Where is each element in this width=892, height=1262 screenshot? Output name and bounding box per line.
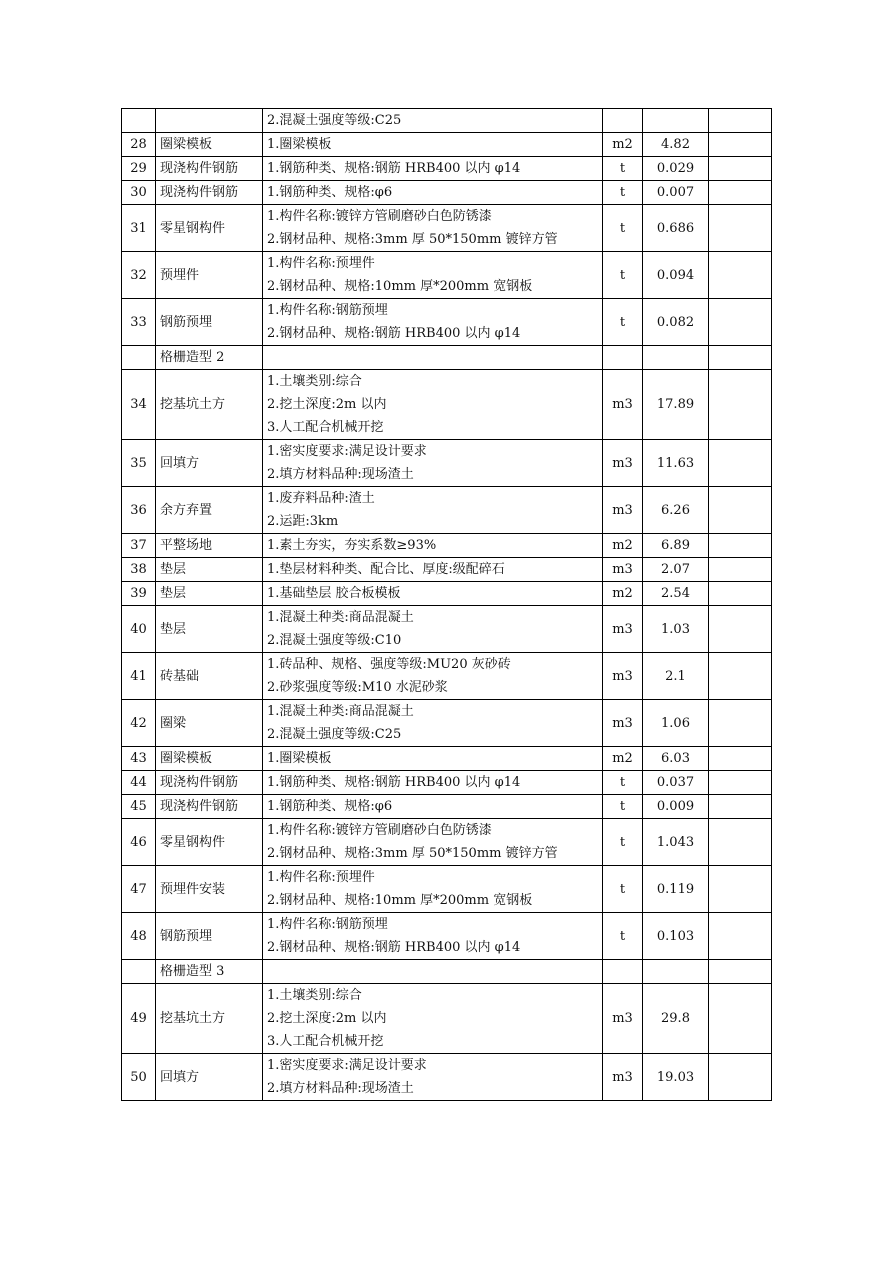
description-line: 1.构件名称:钢筋预埋 <box>267 917 388 932</box>
description-line: 2.钢材品种、规格:10mm 厚*200mm 宽钢板 <box>267 893 533 908</box>
item-number-cell: 50 <box>122 1054 156 1101</box>
item-description-cell <box>263 606 603 653</box>
unit-cell: m3 <box>603 606 643 653</box>
remark-cell <box>709 109 772 133</box>
table-row <box>122 534 772 558</box>
unit-cell: m2 <box>603 582 643 606</box>
item-description-cell <box>263 1054 603 1101</box>
item-name-cell: 平整场地 <box>156 534 263 558</box>
remark-cell <box>709 960 772 984</box>
remark-cell <box>709 487 772 534</box>
table-row <box>122 299 772 346</box>
remark-cell <box>709 133 772 157</box>
table-row <box>122 157 772 181</box>
item-name-cell: 现浇构件钢筋 <box>156 771 263 795</box>
quantity-cell: 2.54 <box>643 582 709 606</box>
table-row <box>122 582 772 606</box>
remark-cell <box>709 1054 772 1101</box>
unit-cell <box>603 960 643 984</box>
remark-cell <box>709 558 772 582</box>
unit-cell: m3 <box>603 370 643 440</box>
item-number-cell: 31 <box>122 205 156 252</box>
item-name-cell: 现浇构件钢筋 <box>156 795 263 819</box>
item-number-cell: 37 <box>122 534 156 558</box>
remark-cell <box>709 653 772 700</box>
item-number-cell: 30 <box>122 181 156 205</box>
unit-cell: m2 <box>603 534 643 558</box>
unit-cell <box>603 346 643 370</box>
item-name-cell: 垫层 <box>156 606 263 653</box>
unit-cell: t <box>603 252 643 299</box>
table-row <box>122 487 772 534</box>
item-number-cell: 40 <box>122 606 156 653</box>
item-number-cell: 47 <box>122 866 156 913</box>
quantity-cell: 4.82 <box>643 133 709 157</box>
item-description-cell <box>263 133 603 157</box>
item-description-cell <box>263 157 603 181</box>
quantity-cell <box>643 109 709 133</box>
description-line: 1.土壤类别:综合 <box>267 374 362 389</box>
item-number-cell: 42 <box>122 700 156 747</box>
quantity-cell: 6.03 <box>643 747 709 771</box>
item-name-cell: 零星钢构件 <box>156 205 263 252</box>
description-line: 2.钢材品种、规格:钢筋 HRB400 以内 φ14 <box>267 940 521 955</box>
item-name-cell: 钢筋预埋 <box>156 299 263 346</box>
item-number-cell <box>122 346 156 370</box>
unit-cell: t <box>603 819 643 866</box>
quantity-cell: 0.007 <box>643 181 709 205</box>
unit-cell: m3 <box>603 558 643 582</box>
unit-cell <box>603 109 643 133</box>
table-row <box>122 700 772 747</box>
table-body <box>122 109 772 1101</box>
item-name-cell: 挖基坑土方 <box>156 370 263 440</box>
item-description-cell <box>263 960 603 984</box>
table-row <box>122 866 772 913</box>
remark-cell <box>709 866 772 913</box>
remark-cell <box>709 771 772 795</box>
item-number-cell: 48 <box>122 913 156 960</box>
unit-cell: t <box>603 913 643 960</box>
item-name-cell: 圈梁模板 <box>156 133 263 157</box>
description-line: 2.运距:3km <box>267 514 339 529</box>
quantity-cell: 2.1 <box>643 653 709 700</box>
unit-cell: m3 <box>603 1054 643 1101</box>
item-name-cell: 砖基础 <box>156 653 263 700</box>
item-description-cell <box>263 913 603 960</box>
item-name-cell <box>156 109 263 133</box>
description-line: 2.混凝土强度等级:C25 <box>267 727 402 742</box>
unit-cell: m2 <box>603 133 643 157</box>
item-number-cell: 49 <box>122 984 156 1054</box>
description-line: 1.素土夯实，夯实系数≥93% <box>267 538 437 553</box>
description-line: 1.钢筋种类、规格:φ6 <box>267 185 393 200</box>
item-number-cell: 29 <box>122 157 156 181</box>
unit-cell: t <box>603 299 643 346</box>
item-name-cell: 零星钢构件 <box>156 819 263 866</box>
description-line: 2.钢材品种、规格:3mm 厚 50*150mm 镀锌方管 <box>267 846 558 861</box>
description-line: 1.混凝土种类:商品混凝土 <box>267 704 414 719</box>
item-description-cell <box>263 700 603 747</box>
description-line: 3.人工配合机械开挖 <box>267 1034 384 1049</box>
description-line: 2.砂浆强度等级:M10 水泥砂浆 <box>267 680 448 695</box>
quantity-cell: 0.029 <box>643 157 709 181</box>
item-number-cell: 28 <box>122 133 156 157</box>
item-description-cell <box>263 653 603 700</box>
description-line: 2.钢材品种、规格:10mm 厚*200mm 宽钢板 <box>267 279 533 294</box>
item-number-cell: 34 <box>122 370 156 440</box>
item-description-cell <box>263 487 603 534</box>
item-description-cell <box>263 370 603 440</box>
item-name-cell: 格栅造型 3 <box>156 960 263 984</box>
table-row <box>122 1054 772 1101</box>
quantity-cell: 0.686 <box>643 205 709 252</box>
quantity-cell: 0.082 <box>643 299 709 346</box>
item-name-cell: 格栅造型 2 <box>156 346 263 370</box>
item-name-cell: 圈梁模板 <box>156 747 263 771</box>
item-name-cell: 垫层 <box>156 558 263 582</box>
table-row <box>122 346 772 370</box>
description-line: 1.废弃料品种:渣土 <box>267 491 375 506</box>
item-number-cell <box>122 109 156 133</box>
remark-cell <box>709 440 772 487</box>
table-row <box>122 109 772 133</box>
description-line: 1.钢筋种类、规格:钢筋 HRB400 以内 φ14 <box>267 161 521 176</box>
quantity-cell: 17.89 <box>643 370 709 440</box>
table-row <box>122 205 772 252</box>
item-name-cell: 垫层 <box>156 582 263 606</box>
description-line: 2.填方材料品种:现场渣土 <box>267 467 414 482</box>
description-line: 1.密实度要求:满足设计要求 <box>267 444 427 459</box>
item-number-cell: 45 <box>122 795 156 819</box>
table-row <box>122 133 772 157</box>
item-description-cell <box>263 558 603 582</box>
item-description-cell <box>263 866 603 913</box>
table-row <box>122 771 772 795</box>
table-row <box>122 653 772 700</box>
item-description-cell <box>263 346 603 370</box>
item-description-cell <box>263 819 603 866</box>
description-line: 1.构件名称:镀锌方管刷磨砂白色防锈漆 <box>267 209 492 224</box>
unit-cell: t <box>603 205 643 252</box>
unit-cell: m2 <box>603 747 643 771</box>
remark-cell <box>709 299 772 346</box>
description-line: 1.砖品种、规格、强度等级:MU20 灰砂砖 <box>267 657 511 672</box>
description-line: 1.钢筋种类、规格:钢筋 HRB400 以内 φ14 <box>267 775 521 790</box>
quantity-cell <box>643 960 709 984</box>
description-line: 2.填方材料品种:现场渣土 <box>267 1081 414 1096</box>
item-name-cell: 预埋件 <box>156 252 263 299</box>
remark-cell <box>709 346 772 370</box>
item-number-cell: 32 <box>122 252 156 299</box>
description-line: 2.钢材品种、规格:3mm 厚 50*150mm 镀锌方管 <box>267 232 558 247</box>
table-row <box>122 558 772 582</box>
item-description-cell <box>263 771 603 795</box>
description-line: 2.混凝土强度等级:C25 <box>267 113 402 128</box>
table-row <box>122 819 772 866</box>
quantity-cell: 29.8 <box>643 984 709 1054</box>
item-number-cell: 38 <box>122 558 156 582</box>
quantity-cell <box>643 346 709 370</box>
quantity-cell: 11.63 <box>643 440 709 487</box>
item-name-cell: 回填方 <box>156 1054 263 1101</box>
remark-cell <box>709 582 772 606</box>
item-name-cell: 钢筋预埋 <box>156 913 263 960</box>
remark-cell <box>709 534 772 558</box>
item-name-cell: 现浇构件钢筋 <box>156 181 263 205</box>
bill-of-quantities-table <box>121 108 772 1101</box>
remark-cell <box>709 819 772 866</box>
description-line <box>267 960 598 983</box>
description-line: 3.人工配合机械开挖 <box>267 420 384 435</box>
description-line: 1.构件名称:镀锌方管刷磨砂白色防锈漆 <box>267 823 492 838</box>
table-row <box>122 606 772 653</box>
table-row <box>122 440 772 487</box>
description-line: 1.钢筋种类、规格:φ6 <box>267 799 393 814</box>
item-description-cell <box>263 440 603 487</box>
unit-cell: t <box>603 795 643 819</box>
description-line: 1.垫层材料种类、配合比、厚度:级配碎石 <box>267 562 505 577</box>
unit-cell: m3 <box>603 653 643 700</box>
quantity-cell: 0.103 <box>643 913 709 960</box>
quantity-cell: 0.119 <box>643 866 709 913</box>
quantity-cell: 0.094 <box>643 252 709 299</box>
item-name-cell: 余方弃置 <box>156 487 263 534</box>
table-row <box>122 181 772 205</box>
quantity-cell: 2.07 <box>643 558 709 582</box>
unit-cell: m3 <box>603 440 643 487</box>
remark-cell <box>709 795 772 819</box>
description-line: 2.混凝土强度等级:C10 <box>267 633 402 648</box>
quantity-cell: 6.89 <box>643 534 709 558</box>
description-line: 1.构件名称:钢筋预埋 <box>267 303 388 318</box>
description-line <box>267 346 598 369</box>
description-line: 1.圈梁模板 <box>267 137 332 152</box>
description-line: 2.挖土深度:2m 以内 <box>267 397 387 412</box>
description-line: 1.基础垫层 胶合板模板 <box>267 586 401 601</box>
quantity-cell: 1.03 <box>643 606 709 653</box>
item-number-cell: 44 <box>122 771 156 795</box>
table-row <box>122 984 772 1054</box>
item-description-cell <box>263 795 603 819</box>
unit-cell: m3 <box>603 487 643 534</box>
item-description-cell <box>263 252 603 299</box>
remark-cell <box>709 747 772 771</box>
item-description-cell <box>263 181 603 205</box>
table-row <box>122 913 772 960</box>
quantity-cell: 1.06 <box>643 700 709 747</box>
table-row <box>122 747 772 771</box>
remark-cell <box>709 370 772 440</box>
item-description-cell <box>263 747 603 771</box>
description-line: 1.混凝土种类:商品混凝土 <box>267 610 414 625</box>
remark-cell <box>709 181 772 205</box>
item-number-cell <box>122 960 156 984</box>
description-line: 1.构件名称:预埋件 <box>267 256 375 271</box>
remark-cell <box>709 205 772 252</box>
table-row <box>122 960 772 984</box>
item-description-cell <box>263 984 603 1054</box>
item-description-cell <box>263 205 603 252</box>
item-description-cell <box>263 109 603 133</box>
description-line: 2.钢材品种、规格:钢筋 HRB400 以内 φ14 <box>267 326 521 341</box>
unit-cell: t <box>603 866 643 913</box>
remark-cell <box>709 984 772 1054</box>
item-number-cell: 39 <box>122 582 156 606</box>
unit-cell: t <box>603 181 643 205</box>
item-description-cell <box>263 299 603 346</box>
item-description-cell <box>263 582 603 606</box>
description-line: 1.构件名称:预埋件 <box>267 870 375 885</box>
remark-cell <box>709 252 772 299</box>
item-number-cell: 33 <box>122 299 156 346</box>
item-description-cell <box>263 534 603 558</box>
item-name-cell: 回填方 <box>156 440 263 487</box>
description-line: 1.圈梁模板 <box>267 751 332 766</box>
unit-cell: m3 <box>603 700 643 747</box>
item-number-cell: 36 <box>122 487 156 534</box>
remark-cell <box>709 700 772 747</box>
remark-cell <box>709 913 772 960</box>
unit-cell: m3 <box>603 984 643 1054</box>
quantity-cell: 1.043 <box>643 819 709 866</box>
item-number-cell: 43 <box>122 747 156 771</box>
item-name-cell: 圈梁 <box>156 700 263 747</box>
table-row <box>122 252 772 299</box>
item-number-cell: 46 <box>122 819 156 866</box>
table-row <box>122 795 772 819</box>
unit-cell: t <box>603 157 643 181</box>
quantity-cell: 19.03 <box>643 1054 709 1101</box>
item-name-cell: 现浇构件钢筋 <box>156 157 263 181</box>
item-name-cell: 挖基坑土方 <box>156 984 263 1054</box>
item-name-cell: 预埋件安装 <box>156 866 263 913</box>
table-row <box>122 370 772 440</box>
description-line: 1.密实度要求:满足设计要求 <box>267 1058 427 1073</box>
item-number-cell: 41 <box>122 653 156 700</box>
quantity-cell: 0.037 <box>643 771 709 795</box>
quantity-cell: 0.009 <box>643 795 709 819</box>
unit-cell: t <box>603 771 643 795</box>
description-line: 1.土壤类别:综合 <box>267 988 362 1003</box>
item-number-cell: 35 <box>122 440 156 487</box>
quantity-cell: 6.26 <box>643 487 709 534</box>
remark-cell <box>709 606 772 653</box>
description-line: 2.挖土深度:2m 以内 <box>267 1011 387 1026</box>
remark-cell <box>709 157 772 181</box>
